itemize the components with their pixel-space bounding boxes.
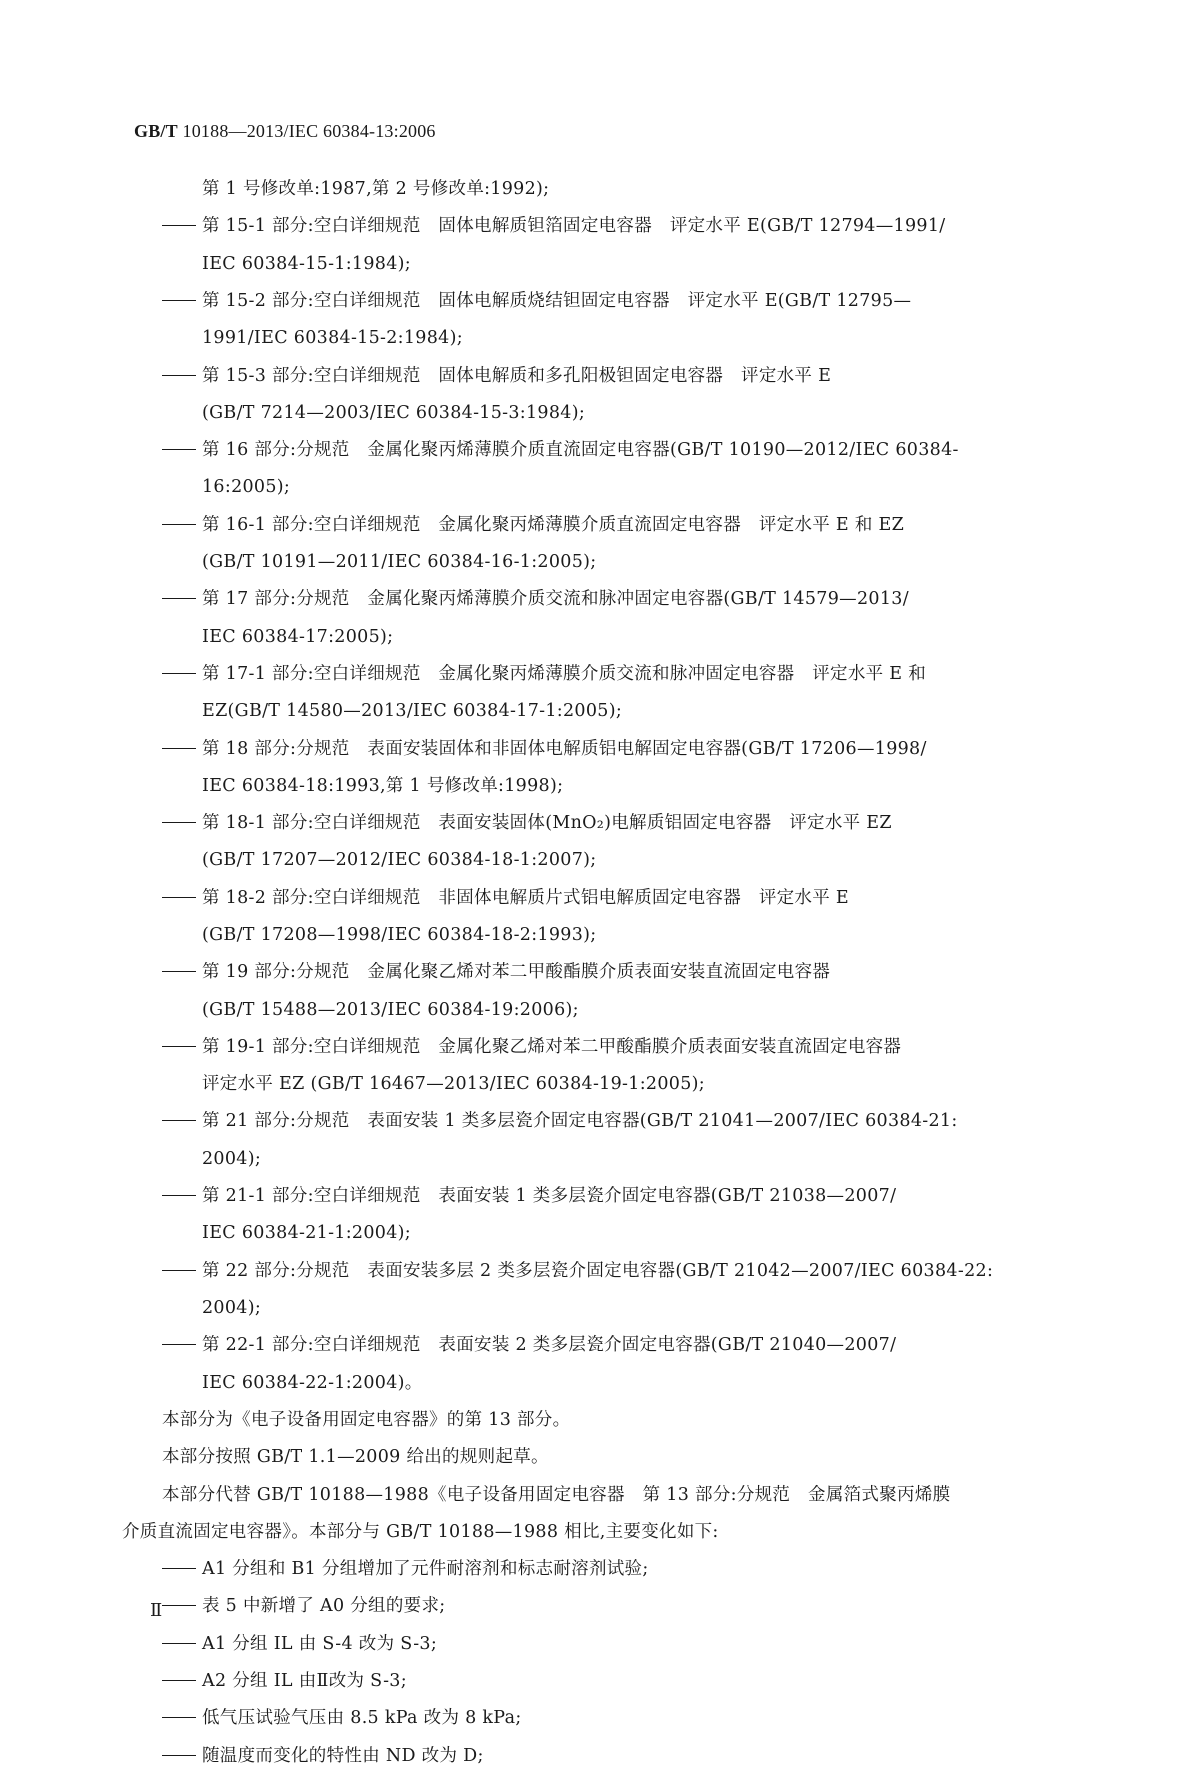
em-dash-marker (162, 1270, 196, 1271)
line-text: 第 17 部分:分规范 金属化聚丙烯薄膜介质交流和脉冲固定电容器(GB/T 14579—2013/ (202, 589, 909, 609)
em-dash-marker (162, 971, 196, 972)
dash-list-line (162, 735, 927, 763)
text-line (162, 1481, 950, 1509)
line-text: 表 5 中新增了 A0 分组的要求; (202, 1596, 446, 1616)
line-text: 第 19 部分:分规范 金属化聚乙烯对苯二甲酸酯膜介质表面安装直流固定电容器 (202, 962, 831, 982)
line-text: 第 15-2 部分:空白详细规范 固体电解质烧结钽固定电容器 评定水平 E(GB/T 12795— (202, 291, 912, 311)
line-text: 评定水平 EZ (GB/T 16467—2013/IEC 60384-19-1:2005); (202, 1074, 705, 1094)
line-text: (GB/T 7214—2003/IEC 60384-15-3:1984); (202, 403, 586, 423)
page-number: Ⅱ (150, 1600, 163, 1620)
line-text: 随温度而变化的特性由 ND 改为 D; (202, 1746, 484, 1766)
em-dash-marker (162, 449, 196, 450)
line-text: A1 分组和 B1 分组增加了元件耐溶剂和标志耐溶剂试验; (202, 1559, 649, 1579)
dash-list-line (162, 1704, 522, 1732)
dash-list-line (162, 1667, 407, 1695)
line-text: 本部分为《电子设备用固定电容器》的第 13 部分。 (162, 1410, 571, 1430)
text-line (202, 1070, 705, 1098)
line-text: 第 21-1 部分:空白详细规范 表面安装 1 类多层瓷介固定电容器(GB/T 21038—2007/ (202, 1186, 897, 1206)
em-dash-marker (162, 1046, 196, 1047)
text-line (202, 846, 597, 874)
line-text: 第 18-2 部分:空白详细规范 非固体电解质片式铝电解质固定电容器 评定水平 E (202, 888, 849, 908)
text-line (202, 473, 290, 501)
dash-list-line (162, 1742, 484, 1770)
dash-list-line (162, 436, 959, 464)
em-dash-marker (162, 598, 196, 599)
dash-list-line (162, 1592, 445, 1620)
line-text: 第 22-1 部分:空白详细规范 表面安装 2 类多层瓷介固定电容器(GB/T 21040—2007/ (202, 1335, 897, 1355)
dash-list-line (162, 1630, 437, 1658)
line-text: 2004); (202, 1298, 262, 1318)
line-text: 本部分代替 GB/T 10188—1988《电子设备用固定电容器 第 13 部分:分规范 金属箔式聚丙烯膜 (162, 1485, 951, 1505)
line-text: 第 22 部分:分规范 表面安装多层 2 类多层瓷介固定电容器(GB/T 21042—2007/IEC 60384-22: (202, 1261, 994, 1281)
dash-list-line (162, 1331, 896, 1359)
line-text: (GB/T 17207—2012/IEC 60384-18-1:2007); (202, 850, 597, 870)
em-dash-marker (162, 1344, 196, 1345)
line-text: 第 19-1 部分:空白详细规范 金属化聚乙烯对苯二甲酸酯膜介质表面安装直流固定电容器 (202, 1037, 902, 1057)
line-text: IEC 60384-22-1:2004)。 (202, 1373, 423, 1393)
dash-list-line (162, 362, 831, 390)
line-text: IEC 60384-18:1993,第 1 号修改单:1998); (202, 776, 564, 796)
em-dash-marker (162, 673, 196, 674)
text-line (202, 697, 622, 725)
standard-prefix: GB/T (134, 121, 178, 141)
line-text: IEC 60384-15-1:1984); (202, 254, 411, 274)
text-line (202, 324, 463, 352)
em-dash-marker (162, 1755, 196, 1756)
dash-list-line (162, 1257, 993, 1285)
line-text: 第 16-1 部分:空白详细规范 金属化聚丙烯薄膜介质直流固定电容器 评定水平 E 和 EZ (202, 515, 905, 535)
text-line (202, 772, 563, 800)
text-line (202, 1294, 261, 1322)
em-dash-marker (162, 1568, 196, 1569)
line-text: (GB/T 15488—2013/IEC 60384-19:2006); (202, 1000, 579, 1020)
text-line (162, 1406, 570, 1434)
line-text: 第 15-3 部分:空白详细规范 固体电解质和多孔阳极钽固定电容器 评定水平 E (202, 366, 832, 386)
text-line (202, 921, 597, 949)
line-text: 低气压试验气压由 8.5 kPa 改为 8 kPa; (202, 1708, 522, 1728)
dash-list-line (162, 1033, 901, 1061)
line-text: (GB/T 17208—1998/IEC 60384-18-2:1993); (202, 925, 597, 945)
em-dash-marker (162, 1643, 196, 1644)
line-text: (GB/T 10191—2011/IEC 60384-16-1:2005); (202, 552, 597, 572)
em-dash-marker (162, 822, 196, 823)
line-text: A1 分组 IL 由 S-4 改为 S-3; (202, 1634, 438, 1654)
dash-list-line (162, 212, 945, 240)
dash-list-line (162, 1182, 896, 1210)
line-text: 第 18-1 部分:空白详细规范 表面安装固体(MnO₂)电解质铝固定电容器 评定水平 EZ (202, 813, 892, 833)
dash-list-line (162, 958, 830, 986)
text-line (202, 250, 411, 278)
text-line (202, 623, 393, 651)
dash-list-line (162, 809, 892, 837)
dash-list-line (162, 1555, 649, 1583)
em-dash-marker (162, 1120, 196, 1121)
em-dash-marker (162, 1195, 196, 1196)
dash-list-line (162, 287, 911, 315)
text-line (202, 996, 579, 1024)
em-dash-marker (162, 1680, 196, 1681)
text-line (202, 1369, 423, 1397)
line-text: 第 18 部分:分规范 表面安装固体和非固体电解质铝电解固定电容器(GB/T 17206—1998/ (202, 739, 927, 759)
standard-code: 10188—2013/IEC 60384-13:2006 (177, 121, 436, 141)
dash-list-line (162, 585, 909, 613)
text-line (202, 548, 597, 576)
text-line (202, 1145, 261, 1173)
text-line (202, 175, 549, 203)
em-dash-marker (162, 225, 196, 226)
text-line (202, 1219, 411, 1247)
line-text: 第 17-1 部分:空白详细规范 金属化聚丙烯薄膜介质交流和脉冲固定电容器 评定水平 E 和 (202, 664, 927, 684)
em-dash-marker (162, 1605, 196, 1606)
em-dash-marker (162, 897, 196, 898)
line-text: IEC 60384-21-1:2004); (202, 1223, 411, 1243)
line-text: A2 分组 IL 由Ⅱ改为 S-3; (202, 1671, 407, 1691)
em-dash-marker (162, 524, 196, 525)
line-text: IEC 60384-17:2005); (202, 627, 394, 647)
dash-list-line (162, 660, 926, 688)
em-dash-marker (162, 375, 196, 376)
em-dash-marker (162, 300, 196, 301)
line-text: 第 1 号修改单:1987,第 2 号修改单:1992); (202, 179, 550, 199)
line-text: 16:2005); (202, 477, 291, 497)
em-dash-marker (162, 1717, 196, 1718)
dash-list-line (162, 884, 849, 912)
line-text: 1991/IEC 60384-15-2:1984); (202, 328, 463, 348)
line-text: 第 16 部分:分规范 金属化聚丙烯薄膜介质直流固定电容器(GB/T 10190—2012/IEC 60384- (202, 440, 959, 460)
text-line (122, 1518, 719, 1546)
line-text: 第 21 部分:分规范 表面安装 1 类多层瓷介固定电容器(GB/T 21041—2007/IEC 60384-21: (202, 1111, 958, 1131)
text-line (162, 1443, 549, 1471)
line-text: 第 15-1 部分:空白详细规范 固体电解质钽箔固定电容器 评定水平 E(GB/T 12794—1991/ (202, 216, 946, 236)
text-line (202, 399, 585, 427)
line-text: 2004); (202, 1149, 262, 1169)
dash-list-line (162, 511, 904, 539)
standard-number-header (134, 121, 436, 142)
em-dash-marker (162, 748, 196, 749)
line-text: 介质直流固定电容器》。本部分与 GB/T 10188—1988 相比,主要变化如下: (122, 1522, 719, 1542)
dash-list-line (162, 1107, 958, 1135)
line-text: EZ(GB/T 14580—2013/IEC 60384-17-1:2005); (202, 701, 623, 721)
line-text: 本部分按照 GB/T 1.1—2009 给出的规则起草。 (162, 1447, 549, 1467)
